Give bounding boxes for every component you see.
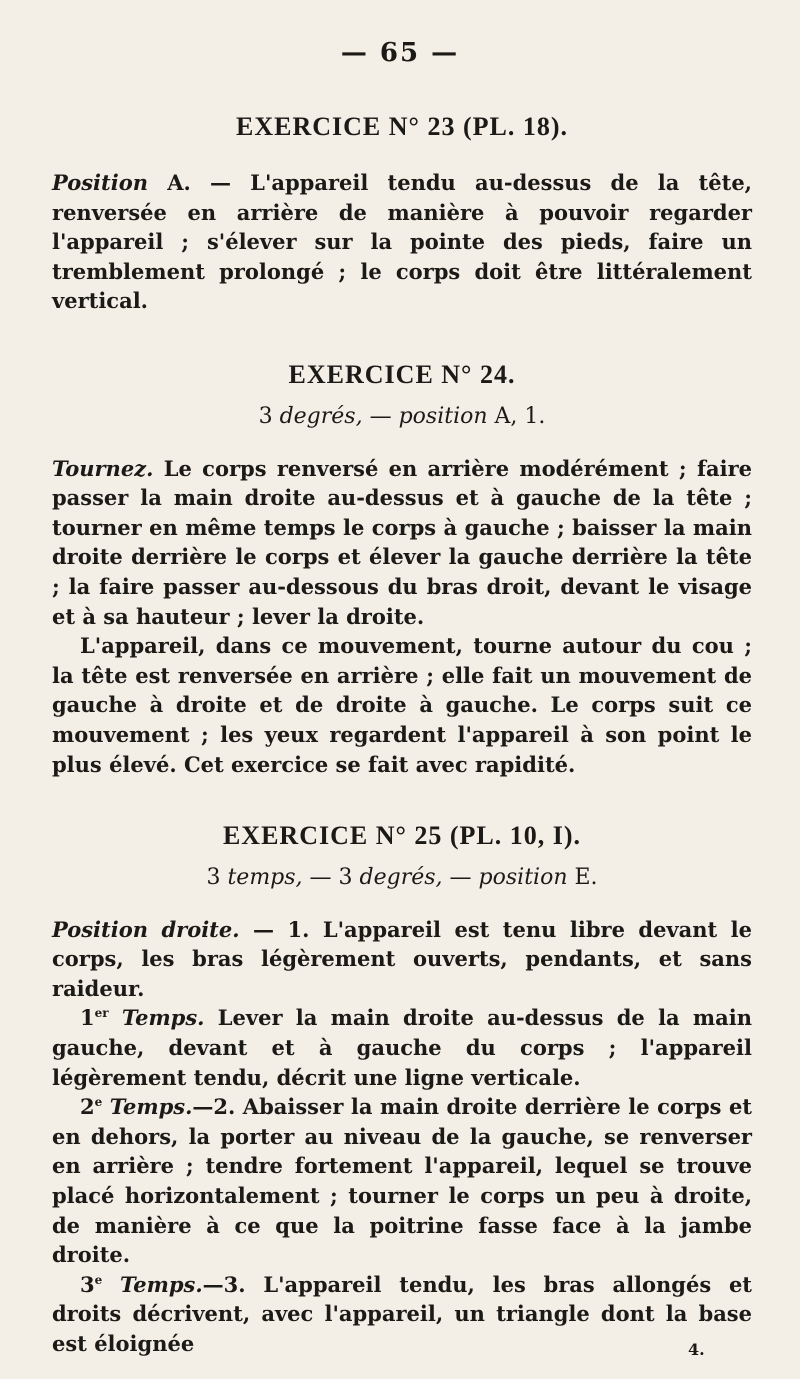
- ex25-sub-c: — 3: [302, 865, 360, 891]
- ex24-p1-text: Le corps renversé en arrière modérément ; faire passer la main droite au-dessus et à gauche de la tête ; tourner en même temps le corps à gauche ; baisser la main droite derrière le corps et élever la gauche derrière la tête ; la faire passer au-dessous du bras droit, devant le visage et à sa hauteur ; lever la droite.: [52, 455, 752, 629]
- exercise-25-paragraph-2: [52, 1003, 752, 1092]
- ex24-sub-a: 3: [258, 403, 273, 429]
- ex25-p3-lead: Temps.: [109, 1094, 193, 1120]
- ex25-p4-lead: Temps.: [120, 1271, 203, 1297]
- exercise-24-paragraph-2: L'appareil, dans ce mouvement, tourne autour du cou ; la tête est renversée en arrière ; elle fait un mouvement de gauche à droite et de droite à gauche. Le corps suit ce mouvement ; les yeux regardent l'appareil à son point le plus élevé. Cet exercice se fait avec rapidité.: [52, 633, 752, 777]
- exercise-25-title: EXERCICE N° 25 (PL. 10, I).: [222, 821, 582, 851]
- signature-mark: 4.: [688, 1340, 705, 1359]
- ex25-sub-a: 3: [206, 865, 221, 891]
- ex25-p2-num: 1: [80, 1005, 95, 1031]
- ex24-sub-e: A, 1.: [487, 403, 546, 429]
- ex25-p4-sup: e: [94, 1272, 103, 1287]
- ex25-p2-sup: er: [94, 1006, 109, 1021]
- exercise-25-paragraph-3: [52, 1092, 752, 1270]
- ex25-sub-g: E.: [567, 865, 598, 891]
- ex25-p3-num: 2: [80, 1094, 95, 1120]
- exercise-23-paragraph: [52, 168, 752, 316]
- page-number: — 65 —: [340, 38, 460, 68]
- ex24-sub-c: —: [362, 403, 399, 429]
- ex25-sub-d: degrés,: [359, 865, 443, 891]
- exercise-23-text: A. — L'appareil tendu au-dessus de la tête, renversée en arrière de manière à pouvoir regarder l'appareil ; s'élever sur la pointe des pieds, faire un tremblement prolongé ; le corps doit être littéralement vertical.: [52, 170, 752, 314]
- exercise-24-paragraph-1: [52, 454, 752, 632]
- exercise-25-paragraph-1: [52, 915, 752, 1004]
- ex25-sub-b: temps,: [227, 865, 303, 891]
- ex25-sub-f: position: [478, 865, 568, 891]
- ex24-sub-d: position: [398, 403, 488, 429]
- main-content: [52, 112, 752, 1359]
- ex25-p3-sup: e: [94, 1095, 103, 1110]
- ex25-p2-text: Lever la main droite au-dessus de la main gauche, devant et à gauche du corps ; l'appareil légèrement tendu, décrit une ligne verticale.: [52, 1005, 753, 1090]
- ex25-p1-text: — 1. L'appareil est tenu libre devant le corps, les bras légèrement ouverts, pendants, et sans raideur.: [52, 916, 753, 1001]
- ex25-p3-text: —2. Abaisser la main droite derrière le corps et en dehors, la porter au niveau de la gauche, se renverser en arrière ; tendre fortement l'appareil, lequel se trouve placé horizontalement ; tourner le corps un peu à droite, de manière à ce que la poitrine fasse face à la jambe droite.: [52, 1094, 752, 1268]
- exercise-23-lead: Position: [52, 170, 148, 195]
- exercise-23-title: EXERCICE N° 23 (PL. 18).: [236, 112, 568, 141]
- ex25-sub-e: —: [442, 865, 479, 891]
- exercise-24-subtitle: [52, 402, 752, 432]
- ex25-p1-lead: Position droite.: [52, 916, 240, 942]
- exercise-25-subtitle: [52, 863, 752, 893]
- ex25-p2-lead: Temps.: [121, 1005, 205, 1031]
- ex24-sub-b: degrés,: [279, 403, 363, 429]
- exercise-24-title: EXERCICE N° 24.: [288, 359, 516, 389]
- exercise-25-paragraph-4: [52, 1270, 752, 1359]
- ex25-p4-num: 3: [80, 1271, 95, 1297]
- ex25-p4-text: —3. L'appareil tendu, les bras allongés et droits décrivent, avec l'appareil, un triangle dont la base est éloignée: [52, 1271, 753, 1356]
- ex24-p1-lead: Tournez.: [52, 455, 154, 481]
